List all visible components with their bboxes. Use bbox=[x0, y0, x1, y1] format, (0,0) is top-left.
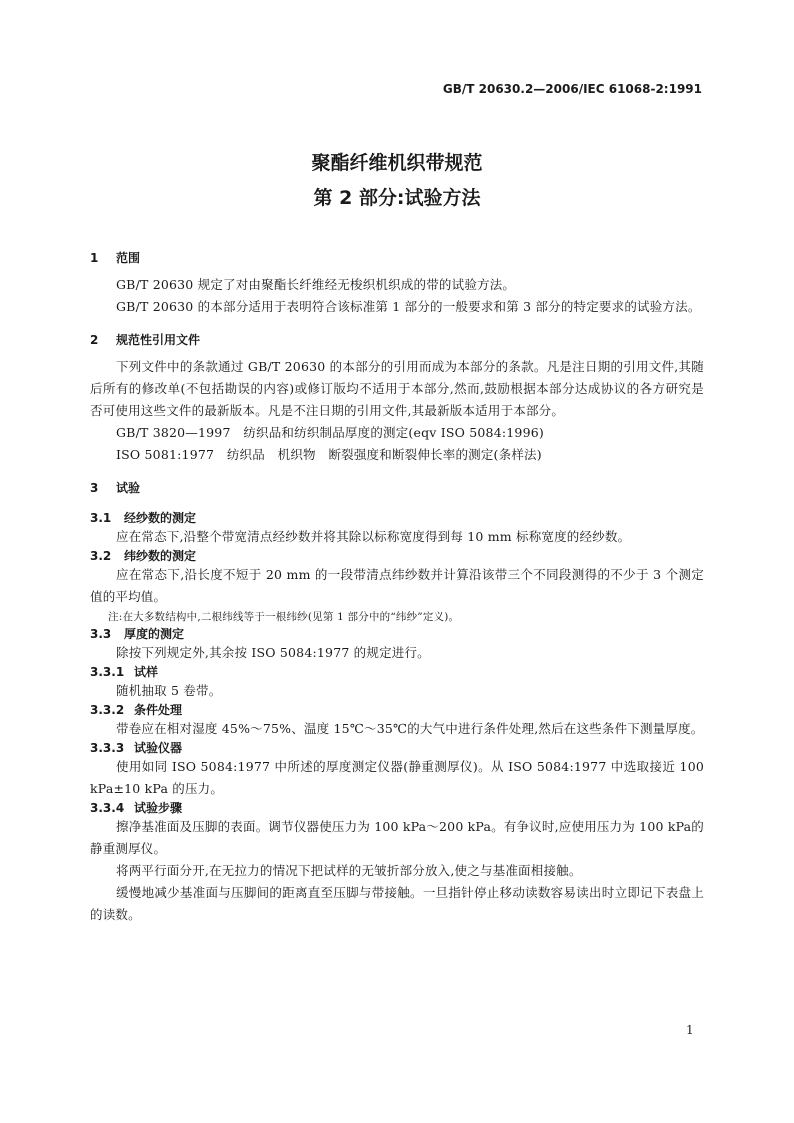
section-title: 规范性引用文件 bbox=[116, 333, 201, 347]
section-title: 试样 bbox=[134, 665, 159, 679]
paragraph: GB/T 20630 规定了对由聚酯长纤维经无梭织机织成的带的试验方法。 bbox=[116, 277, 516, 292]
subsection-heading bbox=[90, 740, 704, 756]
section-number: 3.3 bbox=[90, 627, 112, 641]
reference-item: GB/T 3820—1997 纺织品和纺织制品厚度的测定(eqv ISO 5084:1996) bbox=[116, 425, 544, 440]
paragraph: 应在常态下,沿长度不短于 20 mm 的一段带清点纬纱数并计算沿该带三个不同段测得的不少于 3 个测定值的平均值。 bbox=[90, 567, 704, 604]
section-title: 试验仪器 bbox=[134, 741, 183, 755]
section-number: 3.1 bbox=[90, 511, 112, 525]
section-title: 条件处理 bbox=[134, 703, 183, 717]
subsection-heading bbox=[90, 510, 704, 526]
section-number: 3.3.3 bbox=[90, 741, 125, 755]
section-title: 厚度的测定 bbox=[124, 627, 185, 641]
document-title: 聚酯纤维机织带规范 bbox=[311, 152, 483, 174]
section-number: 3.3.1 bbox=[90, 665, 125, 679]
section-number: 2 bbox=[90, 333, 99, 347]
section-title: 试验步骤 bbox=[134, 801, 183, 815]
paragraph: 带卷应在相对湿度 45%～75%、温度 15℃～35℃的大气中进行条件处理,然后在这些条件下测量厚度。 bbox=[116, 721, 704, 736]
section-title: 范围 bbox=[116, 251, 141, 265]
paragraph: 随机抽取 5 卷带。 bbox=[116, 683, 222, 698]
standard-code: GB/T 20630.2—2006/IEC 61068-2:1991 bbox=[442, 82, 702, 96]
section-heading-normative-references bbox=[90, 332, 704, 348]
section-title: 试验 bbox=[116, 481, 141, 495]
section-number: 3.3.2 bbox=[90, 703, 125, 717]
document-subtitle: 第 2 部分:试验方法 bbox=[313, 187, 481, 209]
section-number: 1 bbox=[90, 251, 99, 265]
document-body bbox=[90, 250, 704, 926]
section-heading-scope bbox=[90, 250, 704, 266]
paragraph: 使用如同 ISO 5084:1977 中所述的厚度测定仪器(静重测厚仪)。从 ISO 5084:1977 中选取接近 100 kPa±10 kPa 的压力。 bbox=[90, 759, 704, 796]
subsection-heading bbox=[90, 664, 704, 680]
section-number: 3.3.4 bbox=[90, 801, 125, 815]
section-number: 3 bbox=[90, 481, 99, 495]
subsection-heading bbox=[90, 548, 704, 564]
paragraph: 缓慢地减少基准面与压脚间的距离直至压脚与带接触。一旦指针停止移动读数容易读出时立即记下表盘上的读数。 bbox=[90, 885, 704, 922]
paragraph: 将两平行面分开,在无拉力的情况下把试样的无皱折部分放入,使之与基准面相接触。 bbox=[116, 863, 582, 878]
reference-item: ISO 5081:1977 纺织品 机织物 断裂强度和断裂伸长率的测定(条样法) bbox=[116, 447, 542, 462]
section-title: 经纱数的测定 bbox=[124, 511, 197, 525]
section-heading-tests bbox=[90, 480, 704, 496]
paragraph: 下列文件中的条款通过 GB/T 20630 的本部分的引用而成为本部分的条款。凡是注日期的引用文件,其随后所有的修改单(不包括勘误的内容)或修订版均不适用于本部分,然而,鼓励根据本部分达成协议的各方研究是否可使用这些文件的最新版本。凡是不注日期的引用文件,其最新版本适用于本部分。 bbox=[90, 359, 704, 418]
paragraph: 擦净基准面及压脚的表面。调节仪器使压力为 100 kPa～200 kPa。有争议时,应使用压力为 100 kPa的静重测厚仪。 bbox=[90, 819, 704, 856]
subsection-heading bbox=[90, 800, 704, 816]
note: 注:在大多数结构中,二根纬线等于一根纬纱(见第 1 部分中的“纬纱”定义)。 bbox=[108, 611, 460, 623]
section-number: 3.2 bbox=[90, 549, 112, 563]
page-number: 1 bbox=[686, 1023, 694, 1037]
paragraph: 除按下列规定外,其余按 ISO 5084:1977 的规定进行。 bbox=[116, 645, 430, 660]
section-title: 纬纱数的测定 bbox=[124, 549, 197, 563]
paragraph: GB/T 20630 的本部分适用于表明符合该标准第 1 部分的一般要求和第 3 部分的特定要求的试验方法。 bbox=[116, 299, 701, 314]
paragraph: 应在常态下,沿整个带宽清点经纱数并将其除以标称宽度得到每 10 mm 标称宽度的经纱数。 bbox=[116, 529, 631, 544]
subsection-heading bbox=[90, 626, 704, 642]
subsection-heading bbox=[90, 702, 704, 718]
